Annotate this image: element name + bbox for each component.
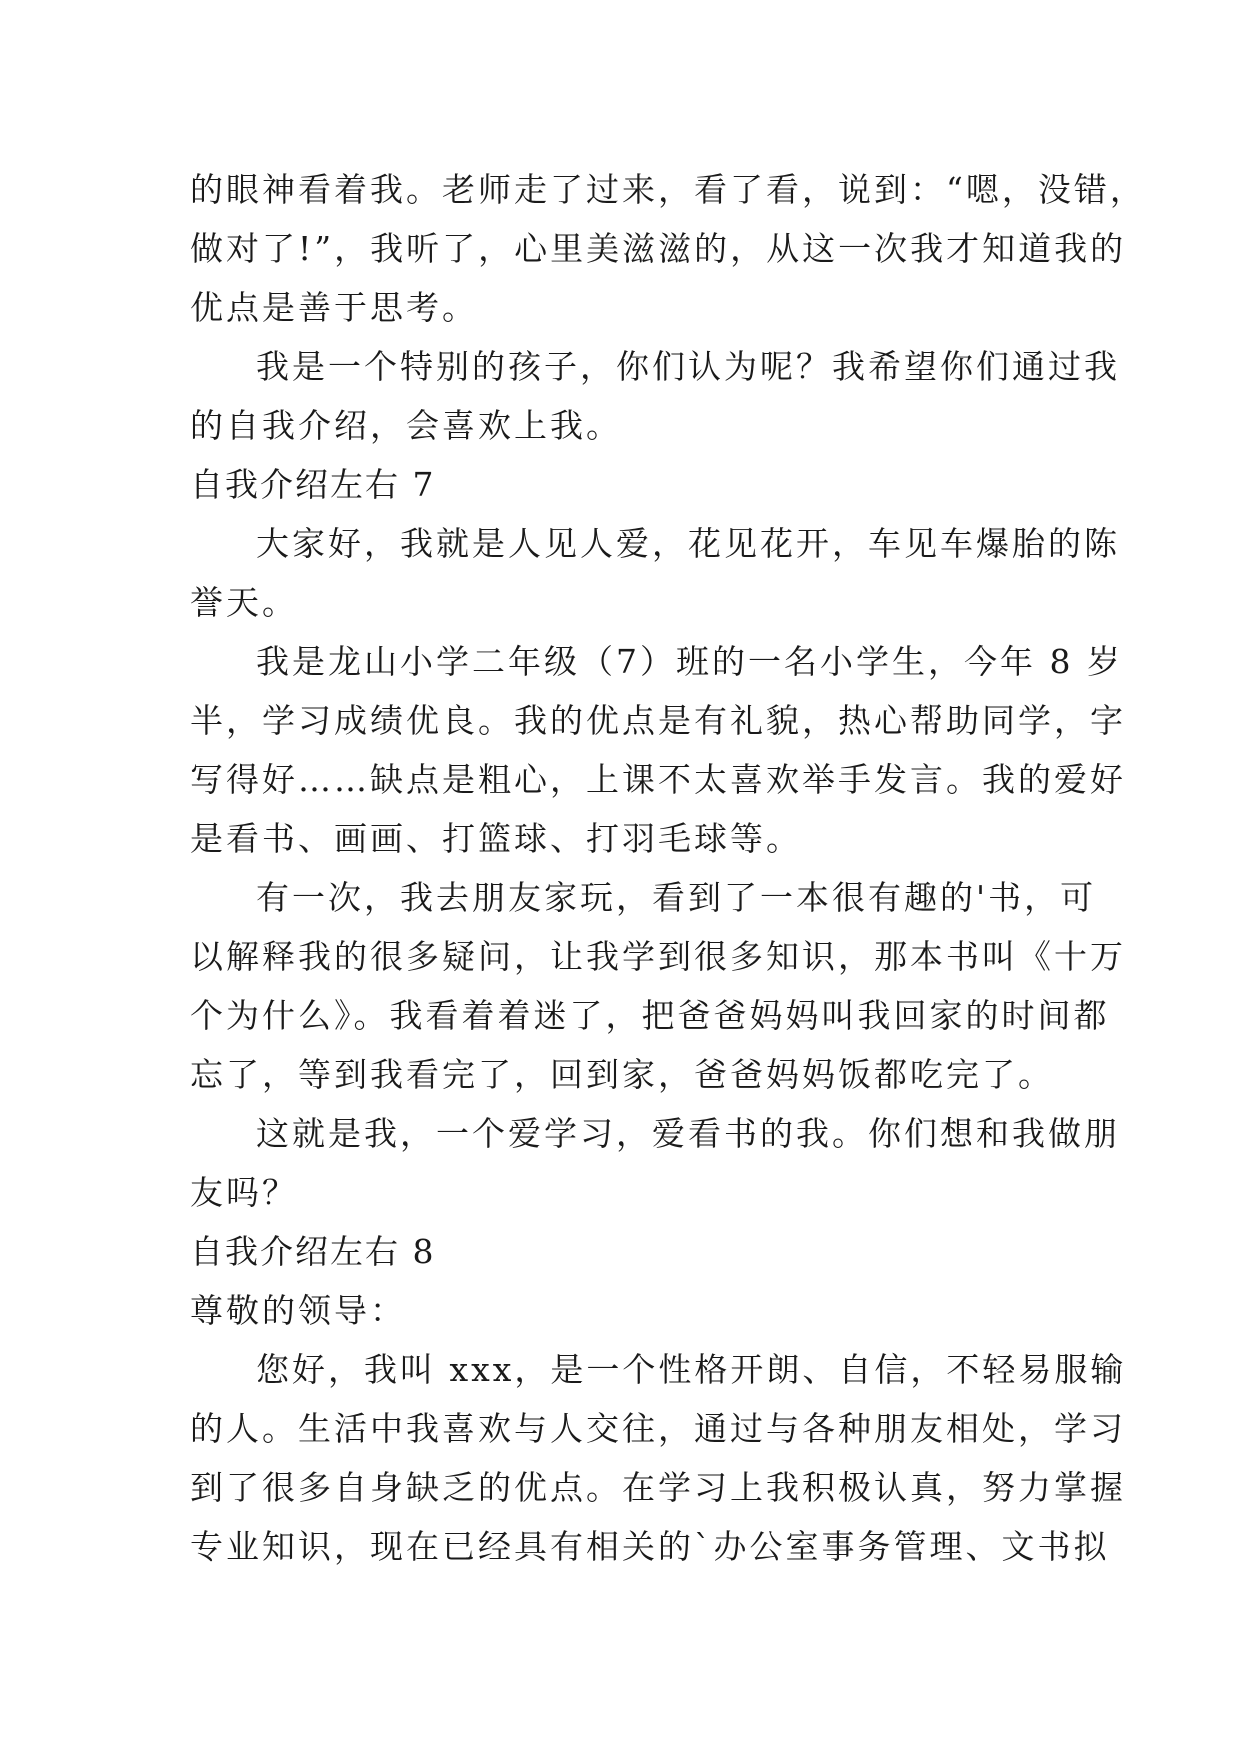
text-line: 是看书、画画、打篮球、打羽毛球等。 xyxy=(190,819,802,858)
text-line: 大家好，我就是人见人爱，花见花开，车见车爆胎的陈 xyxy=(256,524,1120,563)
section-heading: 自我介绍左右 7 xyxy=(190,465,436,504)
text-line: 到了很多自身缺乏的优点。在学习上我积极认真，努力掌握 xyxy=(190,1468,1126,1507)
text-line: 的人。生活中我喜欢与人交往，通过与各种朋友相处，学习 xyxy=(190,1409,1126,1448)
text-line: 专业知识，现在已经具有相关的`办公室事务管理、文书拟 xyxy=(190,1527,1110,1566)
text-line: 我是龙山小学二年级（7）班的一名小学生，今年 8 岁 xyxy=(256,642,1123,681)
text-line: 您好，我叫 xxx，是一个性格开朗、自信，不轻易服输 xyxy=(256,1350,1127,1389)
text-line: 尊敬的领导： xyxy=(190,1291,406,1330)
text-line: 优点是善于思考。 xyxy=(190,288,478,327)
text-line: 这就是我，一个爱学习，爱看书的我。你们想和我做朋 xyxy=(256,1114,1120,1153)
text-line: 以解释我的很多疑问，让我学到很多知识，那本书叫《十万 xyxy=(190,937,1126,976)
text-line: 有一次，我去朋友家玩，看到了一本很有趣的'书，可 xyxy=(256,878,1097,917)
text-line: 的眼神看着我。老师走了过来，看了看，说到：“嗯，没错， xyxy=(190,170,1146,209)
text-line: 半，学习成绩优良。我的优点是有礼貌，热心帮助同学，字 xyxy=(190,701,1126,740)
text-line: 个为什么》。我看着着迷了，把爸爸妈妈叫我回家的时间都 xyxy=(190,996,1110,1035)
text-line: 忘了，等到我看完了，回到家，爸爸妈妈饭都吃完了。 xyxy=(190,1055,1054,1094)
text-line: 做对了!”，我听了，心里美滋滋的，从这一次我才知道我的 xyxy=(190,229,1127,268)
text-line: 我是一个特别的孩子，你们认为呢？我希望你们通过我 xyxy=(256,347,1120,386)
section-heading: 自我介绍左右 8 xyxy=(190,1232,436,1271)
text-line: 的自我介绍，会喜欢上我。 xyxy=(190,406,622,445)
document-body xyxy=(190,160,1146,1576)
text-line: 誉天。 xyxy=(190,583,298,622)
text-line: 写得好……缺点是粗心，上课不太喜欢举手发言。我的爱好 xyxy=(190,760,1126,799)
text-line: 友吗？ xyxy=(190,1173,298,1212)
